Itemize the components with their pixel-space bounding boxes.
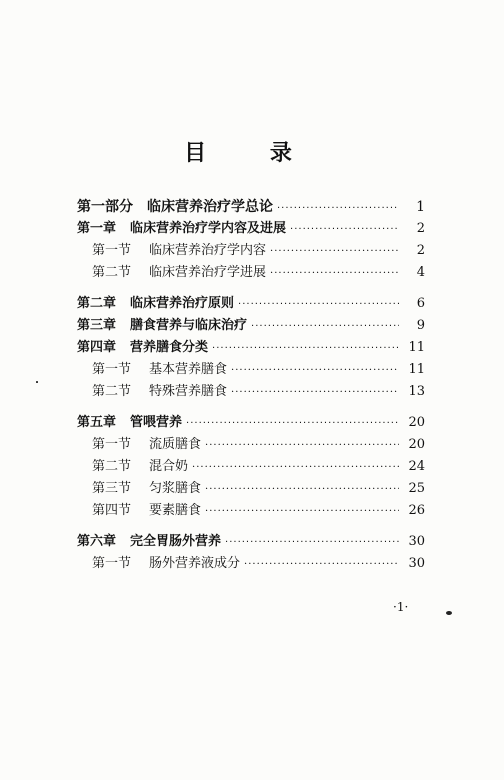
toc-entry-page: 4: [416, 265, 425, 280]
toc-entry-page: 1: [416, 199, 425, 215]
dot-leader: [192, 457, 399, 479]
toc-part-row[interactable]: [77, 196, 425, 218]
dot-leader: [251, 316, 399, 338]
toc-entry-title: 临床营养治疗学总论: [147, 199, 273, 215]
toc-entry-label: 第一节: [92, 243, 132, 258]
dot-leader: [205, 435, 399, 457]
toc-entry-page: 30: [408, 534, 425, 549]
toc-entry-title: 临床营养治疗原则: [130, 296, 235, 311]
toc-section-row[interactable]: [77, 500, 425, 522]
dot-leader: [205, 479, 399, 501]
toc-entry-label: 第一节: [92, 556, 132, 571]
toc-section-row[interactable]: [77, 262, 425, 284]
ink-speck: [446, 611, 452, 615]
dot-leader: [186, 413, 399, 435]
dot-leader: [231, 382, 399, 404]
toc-entry-page: 30: [408, 556, 425, 571]
dot-leader: [270, 263, 399, 285]
toc-chapter-row[interactable]: [77, 293, 425, 315]
dot-leader: [244, 554, 399, 576]
toc-entry-title: 临床营养治疗学内容: [149, 243, 267, 258]
toc-chapter-row[interactable]: [77, 337, 425, 359]
toc-entry-page: 11: [408, 362, 425, 377]
toc-entry-page: 25: [408, 481, 425, 496]
toc-entry-label: 第一部分: [77, 199, 133, 215]
toc-entry-title: 要素膳食: [149, 503, 202, 518]
toc-entry-page: 20: [408, 437, 425, 452]
toc-entry-label: 第三章: [77, 318, 117, 333]
toc-entry-title: 临床营养治疗学进展: [149, 265, 267, 280]
toc-section-row[interactable]: [77, 478, 425, 500]
toc-section-row[interactable]: [77, 553, 425, 575]
toc-entry-page: 2: [416, 243, 425, 258]
toc-entry-label: 第四章: [77, 340, 117, 355]
toc-section-row[interactable]: [77, 359, 425, 381]
toc-entry-label: 第六章: [77, 534, 117, 549]
toc-entry-label: 第二节: [92, 459, 132, 474]
toc-entry-title: 流质膳食: [149, 437, 202, 452]
toc-chapter-row[interactable]: [77, 531, 425, 553]
toc-entry-label: 第一节: [92, 362, 132, 377]
toc-entry-page: 20: [408, 415, 425, 430]
toc-section-row[interactable]: [77, 434, 425, 456]
dot-leader: [238, 294, 399, 316]
toc-entry-label: 第二章: [77, 296, 117, 311]
dot-leader: [270, 241, 399, 263]
toc-entry-page: 11: [408, 340, 425, 355]
toc-gap: [77, 522, 425, 531]
toc-entry-label: 第一章: [77, 221, 117, 236]
toc-entry-label: 第四节: [92, 503, 132, 518]
table-of-contents: [77, 196, 425, 575]
toc-entry-page: 9: [416, 318, 425, 333]
toc-entry-title: 基本营养膳食: [149, 362, 228, 377]
page-number: ·1·: [393, 600, 409, 614]
toc-chapter-row[interactable]: [77, 315, 425, 337]
toc-entry-page: 26: [408, 503, 425, 518]
toc-entry-title: 肠外营养液成分: [149, 556, 241, 571]
toc-section-row[interactable]: [77, 456, 425, 478]
dot-leader: [205, 501, 399, 523]
dot-leader: [277, 198, 399, 220]
toc-entry-page: 24: [408, 459, 425, 474]
toc-entry-label: 第二节: [92, 265, 132, 280]
dot-leader: [225, 532, 399, 554]
toc-entry-title: 膳食营养与临床治疗: [130, 318, 248, 333]
dot-leader: [231, 360, 399, 382]
toc-entry-page: 13: [408, 384, 425, 399]
toc-entry-label: 第五章: [77, 415, 117, 430]
toc-entry-page: 2: [416, 221, 425, 236]
toc-gap: [77, 284, 425, 293]
toc-entry-label: 第二节: [92, 384, 132, 399]
ink-speck: [36, 381, 38, 383]
toc-entry-title: 特殊营养膳食: [149, 384, 228, 399]
toc-entry-title: 完全胃肠外营养: [130, 534, 222, 549]
toc-entry-title: 管喂营养: [130, 415, 183, 430]
dot-leader: [212, 338, 399, 360]
dot-leader: [290, 219, 399, 241]
toc-chapter-row[interactable]: [77, 412, 425, 434]
toc-entry-title: 营养膳食分类: [130, 340, 209, 355]
toc-entry-title: 混合奶: [149, 459, 189, 474]
toc-entry-label: 第三节: [92, 481, 132, 496]
toc-section-row[interactable]: [77, 240, 425, 262]
page-title: 目 录: [184, 141, 320, 166]
toc-entry-page: 6: [416, 296, 425, 311]
toc-entry-title: 匀浆膳食: [149, 481, 202, 496]
toc-gap: [77, 403, 425, 412]
toc-entry-title: 临床营养治疗学内容及进展: [130, 221, 287, 236]
toc-chapter-row[interactable]: [77, 218, 425, 240]
toc-section-row[interactable]: [77, 381, 425, 403]
toc-entry-label: 第一节: [92, 437, 132, 452]
